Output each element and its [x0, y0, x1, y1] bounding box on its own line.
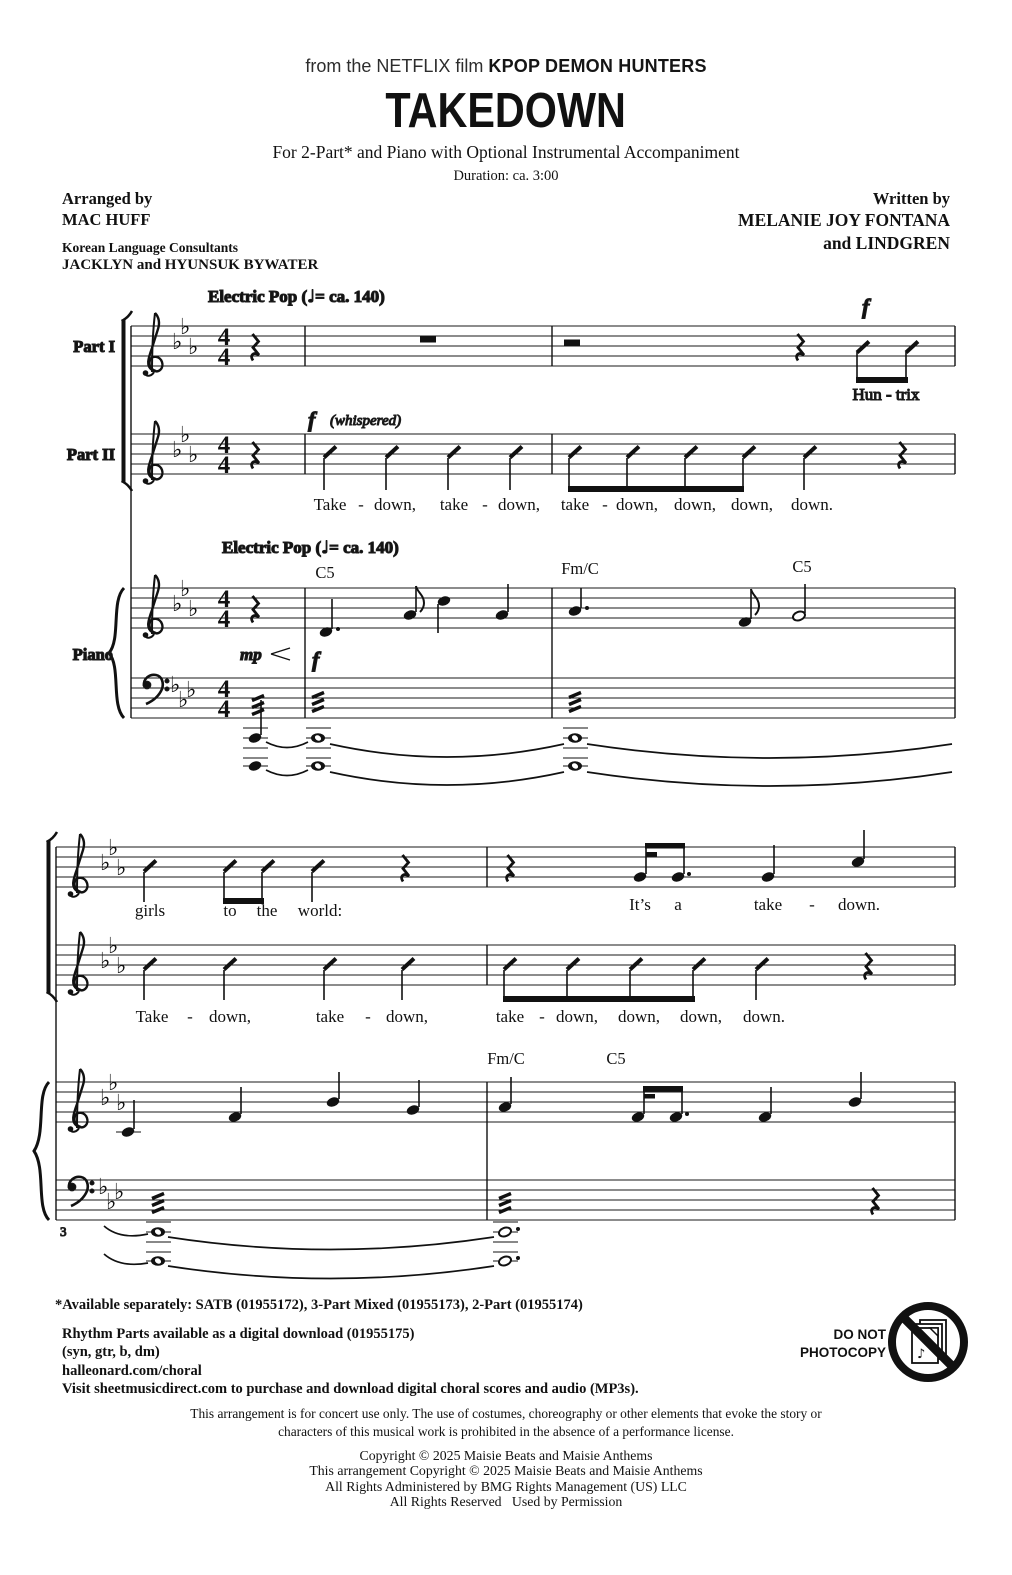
svg-text:Take: Take: [135, 1007, 169, 1026]
copyright-block: [0, 1448, 1012, 1510]
svg-text:down,: down,: [497, 495, 541, 514]
svg-text:down.: down.: [790, 495, 834, 514]
chords-system1: [315, 557, 811, 582]
svg-text:♭: ♭: [180, 315, 191, 340]
arranged-by-label: Arranged by: [62, 189, 153, 208]
svg-text:♭: ♭: [108, 934, 119, 959]
forte-dynamic-part1: f: [862, 294, 870, 319]
copyright-line-4: All Rights Reserved Used by Permission: [389, 1494, 623, 1510]
bass-clef-icon: [143, 675, 169, 704]
key-signature: [170, 315, 198, 713]
svg-text:Fm/C: Fm/C: [561, 559, 599, 578]
svg-text:Take: Take: [313, 495, 347, 514]
svg-text:down,: down,: [208, 1007, 252, 1026]
svg-text:down,: down,: [555, 1007, 599, 1026]
svg-text:♭: ♭: [116, 954, 127, 979]
svg-text:-: -: [602, 495, 608, 514]
license-text: This arrangement is for concert use only. The use of costumes, choreography or other elements that evoke the story or characters of this musical work is prohibited in the absence of a performance license.: [190, 1406, 822, 1440]
bass-clef-icon: [68, 1177, 94, 1206]
system-1: [67, 287, 955, 786]
svg-text:♭: ♭: [188, 597, 199, 622]
svg-text:4: 4: [217, 586, 231, 613]
svg-text:♭: ♭: [108, 1071, 119, 1096]
rhythm-parts-note: [62, 1325, 639, 1398]
svg-text:♭: ♭: [100, 1086, 111, 1111]
svg-text:the: the: [256, 901, 278, 920]
svg-text:to: to: [223, 901, 237, 920]
time-signature: [218, 324, 231, 723]
key-signature: [98, 836, 126, 1215]
tempo-marking-piano: Electric Pop (♩= ca. 140): [222, 538, 399, 558]
svg-text:down.: down.: [742, 1007, 786, 1026]
forte-dynamic-part2: f: [308, 407, 316, 432]
svg-text:♭: ♭: [108, 836, 119, 861]
svg-text:C5: C5: [606, 1049, 626, 1068]
available-separately-note: *Available separately: SATB (01955172), 3-Part Mixed (01955173), 2-Part (01955174): [55, 1297, 583, 1313]
svg-text:♭: ♭: [172, 592, 183, 617]
svg-text:4: 4: [217, 452, 231, 479]
piano-lh-notation-system2: [104, 1188, 879, 1279]
svg-text:♭: ♭: [180, 423, 191, 448]
svg-text:♭: ♭: [106, 1190, 117, 1215]
mezzo-piano-dynamic: mp: [240, 645, 262, 664]
subtitle: For 2-Part* and Piano with Optional Instrumental Accompaniment: [272, 142, 740, 162]
chords-system2: [487, 1049, 625, 1068]
svg-text:It’s: It’s: [629, 895, 651, 914]
staff-lines-system2: [56, 847, 955, 1220]
svg-text:girls: girls: [134, 901, 166, 920]
svg-text:-: -: [809, 895, 815, 914]
rhythm-parts-line: Rhythm Parts available as a digital download (01955175): [62, 1326, 415, 1342]
svg-text:C5: C5: [315, 563, 335, 582]
writer-name-1: MELANIE JOY FONTANA: [738, 210, 950, 231]
piano-label: Piano: [72, 645, 113, 664]
lyric-part1-s1: Hun - trix: [852, 385, 920, 404]
svg-text:down,: down,: [673, 495, 717, 514]
written-by-label: Written by: [872, 189, 950, 208]
svg-text:♭: ♭: [116, 1091, 127, 1116]
svg-text:4: 4: [217, 324, 231, 351]
svg-text:♭: ♭: [98, 1175, 109, 1200]
svg-text:♭: ♭: [180, 577, 191, 602]
svg-text:-: -: [539, 1007, 545, 1026]
part1-label: Part I: [73, 337, 115, 356]
svg-text:4: 4: [217, 606, 231, 633]
film-prefix: from the NETFLIX film: [305, 56, 484, 76]
tie-curves: [266, 742, 952, 786]
lyrics-part2-s2: [136, 1007, 785, 1026]
svg-text:-: -: [187, 1007, 193, 1026]
svg-text:♭: ♭: [178, 688, 189, 713]
whispered-marking: (whispered): [330, 413, 402, 429]
svg-text:♭: ♭: [172, 330, 183, 355]
svg-text:♭: ♭: [172, 438, 183, 463]
copyright-line-2: This arrangement Copyright © 2025 Maisie Beats and Maisie Anthems: [309, 1463, 703, 1479]
crescendo-hairpin-icon: [271, 648, 290, 660]
tempo-marking: Electric Pop (♩= ca. 140): [208, 287, 385, 307]
svg-text:Fm/C: Fm/C: [487, 1049, 525, 1068]
forte-dynamic-piano: f: [312, 647, 320, 672]
instruments-line: (syn, gtr, b, dm): [62, 1344, 160, 1361]
treble-clef-icon: [68, 834, 88, 1132]
arranger-name: MAC HUFF: [62, 210, 151, 230]
svg-text:-: -: [482, 495, 488, 514]
consultants-names: JACKLYN and HYUNSUK BYWATER: [62, 257, 319, 274]
svg-text:world:: world:: [297, 901, 343, 920]
do-not-photocopy-icon: [884, 1298, 974, 1388]
svg-text:a: a: [674, 895, 682, 914]
svg-text:take: take: [495, 1007, 525, 1026]
svg-text:♭: ♭: [170, 673, 181, 698]
page-title: TAKEDOWN: [385, 81, 627, 138]
svg-text:♭: ♭: [100, 851, 111, 876]
website-link[interactable]: halleonard.com/choral: [62, 1362, 202, 1379]
copyright-line-3: All Rights Administered by BMG Rights Management (US) LLC: [325, 1478, 687, 1494]
svg-text:-: -: [365, 1007, 371, 1026]
svg-text:take: take: [753, 895, 783, 914]
do-not-photocopy-label: DO NOT PHOTOCOPY: [799, 1327, 886, 1360]
svg-text:4: 4: [217, 696, 231, 723]
lyrics-part2-s1: [314, 495, 833, 514]
part2-notation-system1: [252, 442, 906, 492]
barlines-system2: [56, 847, 955, 1220]
svg-text:take: take: [439, 495, 469, 514]
piano-brace-icon: [34, 1082, 49, 1220]
svg-text:4: 4: [217, 432, 231, 459]
svg-text:down,: down,: [617, 1007, 661, 1026]
svg-text:♭: ♭: [188, 443, 199, 468]
film-title: KPOP DEMON HUNTERS: [488, 56, 707, 76]
svg-text:take: take: [560, 495, 590, 514]
svg-text:down.: down.: [837, 895, 881, 914]
piano-rh-notation-system1: [252, 584, 807, 638]
consultants-label: Korean Language Consultants: [62, 240, 239, 256]
duration: Duration: ca. 3:00: [453, 168, 559, 184]
svg-text:4: 4: [217, 344, 231, 371]
svg-text:-: -: [358, 495, 364, 514]
treble-clef-icon: [143, 313, 163, 638]
svg-text:down,: down,: [730, 495, 774, 514]
system-2: [34, 830, 955, 1279]
writer-name-2: and LINDGREN: [823, 232, 950, 253]
svg-text:♭: ♭: [100, 949, 111, 974]
svg-text:♭: ♭: [116, 856, 127, 881]
svg-text:4: 4: [217, 676, 231, 703]
copyright-line-1: Copyright © 2025 Maisie Beats and Maisie Anthems: [359, 1448, 653, 1463]
svg-text:♭: ♭: [186, 678, 197, 703]
svg-text:down,: down,: [615, 495, 659, 514]
svg-text:down,: down,: [679, 1007, 723, 1026]
svg-text:♪: ♪: [917, 1347, 926, 1362]
measure-number: 3: [60, 1224, 67, 1239]
svg-text:down,: down,: [385, 1007, 429, 1026]
part1-notation-system1: [252, 334, 918, 383]
sheetmusicdirect-line: Visit sheetmusicdirect.com to purchase and download digital choral scores and audio (MP3s).: [62, 1380, 639, 1397]
svg-text:♭: ♭: [188, 335, 199, 360]
svg-text:♭: ♭: [114, 1180, 125, 1205]
part2-notation-system2: [144, 953, 872, 1002]
part2-label: Part II: [66, 445, 115, 464]
piano-lh-notation-system1: [243, 693, 952, 787]
svg-text:down,: down,: [373, 495, 417, 514]
svg-text:C5: C5: [792, 557, 812, 576]
svg-text:take: take: [315, 1007, 345, 1026]
